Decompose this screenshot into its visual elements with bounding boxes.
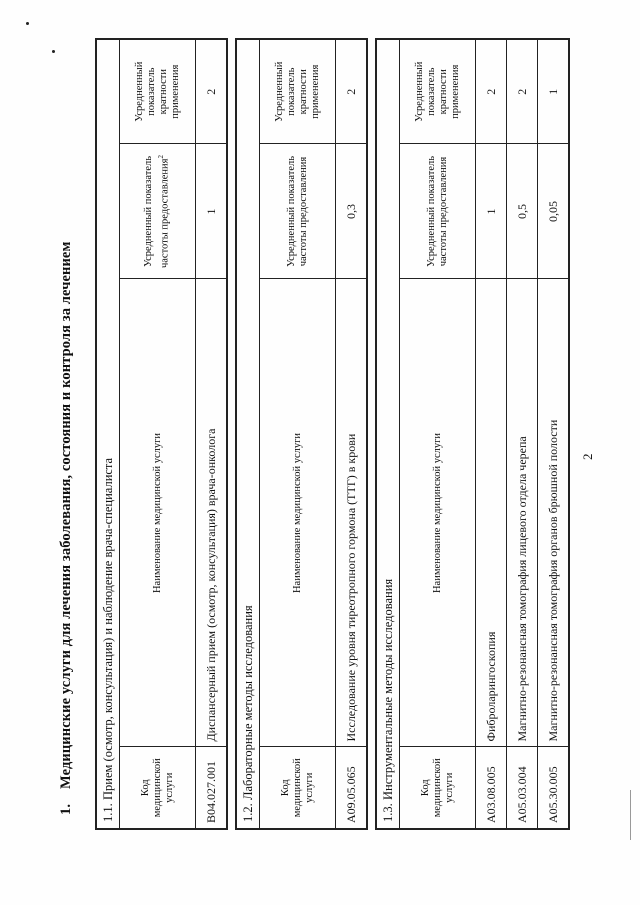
cell-code: A05.30.005 [538, 747, 570, 829]
cell-mult: 2 [507, 39, 538, 144]
cell-name: Диспансерный прием (осмотр, консультация) врача-онколога [196, 279, 228, 747]
cell-code: A05.03.004 [507, 747, 538, 829]
cell-freq: 0,05 [538, 144, 570, 279]
cell-name: Магнитно-резонансная томография лицевого отдела черепа [507, 279, 538, 747]
header-mult: Усредненный показатель кратности применения [120, 39, 196, 144]
header-name: Наименование медицинской услуги [120, 279, 196, 747]
section-title: 1.2.Лабораторные методы исследования [236, 39, 260, 829]
cell-freq: 0,5 [507, 144, 538, 279]
cell-name: Магнитно-резонансная томография органов брюшной полости [538, 279, 570, 747]
cell-code: A03.08.005 [476, 747, 507, 829]
table-row [196, 39, 228, 829]
table-row [538, 39, 570, 829]
cell-name: Фиброларингоскопия [476, 279, 507, 747]
cell-code: A09.05.065 [336, 747, 368, 829]
cell-mult: 2 [476, 39, 507, 144]
cell-code: B04.027.001 [196, 747, 228, 829]
page-heading [58, 242, 75, 815]
cell-mult: 1 [538, 39, 570, 144]
cell-mult: 2 [196, 39, 228, 144]
services-table-1-3 [375, 38, 570, 830]
cell-freq: 1 [476, 144, 507, 279]
header-code: Код медицинской услуги [260, 747, 336, 829]
table-row [507, 39, 538, 829]
heading-text: Медицинские услуги для лечения заболевания, состояния и контроля за лечением [58, 241, 74, 789]
header-code: Код медицинской услуги [400, 747, 476, 829]
header-name: Наименование медицинской услуги [260, 279, 336, 747]
header-freq: Усредненный показатель частоты предоставления [260, 144, 336, 279]
table-row [476, 39, 507, 829]
header-freq: Усредненный показатель частоты предоставления$^2$ [120, 144, 196, 279]
header-freq: Усредненный показатель частоты предоставления [400, 144, 476, 279]
cell-freq: 1 [196, 144, 228, 279]
section-title: 1.3.Инструментальные методы исследования [376, 39, 400, 829]
table-row [336, 39, 368, 829]
header-code: Код медицинской услуги [120, 747, 196, 829]
cell-mult: 2 [336, 39, 368, 144]
header-name: Наименование медицинской услуги [400, 279, 476, 747]
services-table-1-2 [235, 38, 368, 830]
header-mult: Усредненный показатель кратности применения [400, 39, 476, 144]
header-mult: Усредненный показатель кратности применения [260, 39, 336, 144]
heading-number: 1. [58, 803, 74, 815]
section-title: 1.1.Прием (осмотр, консультация) и наблюдение врача-специалиста [96, 39, 120, 829]
cell-freq: 0,3 [336, 144, 368, 279]
cell-name: Исследование уровня тиреотропного гормона (ТТГ) в крови [336, 279, 368, 747]
page-number: 2 [580, 453, 595, 460]
services-table-1-1 [95, 38, 228, 830]
